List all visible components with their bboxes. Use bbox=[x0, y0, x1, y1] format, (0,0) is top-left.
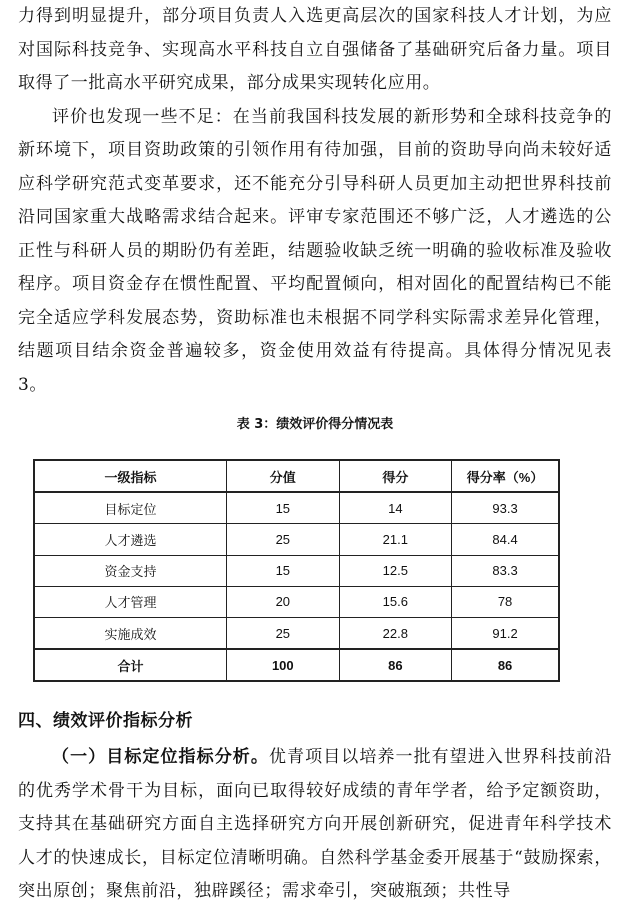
paragraph-shortcomings: 评价也发现一些不足：在当前我国科技发展的新形势和全球科技竞争的新环境下，项目资助政策的引领作用有待加强，目前的资助导向尚未较好适应科学研究范式变革要求，还不能充分引导科研人员更加主动把世界科技前沿同国家重大战略需求结合起来。评审专家范围还不够广泛，人才遴选的公正性与科研人员的期盼仍有差距，结题验收缺乏统一明确的验收标准及验收程序。项目资金存在惯性配置、平均配置倾向，相对固化的配置结构已不能完全适应学科发展态势，资助标准也未根据不同学科实际需求差异化管理，结题项目结余资金普遍较多，资金使用效益有待提高。具体得分情况见表 3。 bbox=[18, 106, 612, 395]
cell-score: 12.5 bbox=[339, 555, 452, 586]
total-score: 86 bbox=[339, 649, 452, 681]
header-indicator: 一级指标 bbox=[34, 460, 227, 492]
table-row bbox=[34, 524, 559, 555]
subsection-lead: （一）目标定位指标分析。 bbox=[52, 747, 269, 767]
table-caption: 表 3：绩效评价得分情况表 bbox=[236, 417, 394, 432]
table-total-row bbox=[34, 649, 559, 681]
subsection-block bbox=[18, 741, 612, 909]
cell-indicator: 目标定位 bbox=[34, 492, 227, 524]
table-row bbox=[34, 492, 559, 524]
cell-indicator: 人才管理 bbox=[34, 586, 227, 617]
total-label: 合计 bbox=[34, 649, 227, 681]
cell-rate: 84.4 bbox=[452, 524, 559, 555]
header-score: 得分 bbox=[339, 460, 452, 492]
paragraph-continuation: 力得到明显提升，部分项目负责人入选更高层次的国家科技人才计划，为应对国际科技竞争、实现高水平科技自立自强储备了基础研究后备力量。项目取得了一批高水平研究成果，部分成果实现转化应用。 bbox=[18, 6, 612, 93]
cell-indicator: 人才遴选 bbox=[34, 524, 227, 555]
section-heading: 四、绩效评价指标分析 bbox=[18, 711, 193, 731]
cell-weight: 20 bbox=[227, 586, 340, 617]
cell-score: 21.1 bbox=[339, 524, 452, 555]
cell-score: 14 bbox=[339, 492, 452, 524]
total-rate: 86 bbox=[452, 649, 559, 681]
table-row bbox=[34, 617, 559, 649]
cell-rate: 83.3 bbox=[452, 555, 559, 586]
cell-rate: 78 bbox=[452, 586, 559, 617]
header-weight: 分值 bbox=[227, 460, 340, 492]
table-row bbox=[34, 555, 559, 586]
subsection-text: 优青项目以培养一批有望进入世界科技前沿的优秀学术骨干为目标，面向已取得较好成绩的青年学者，给予定额资助，支持其在基础研究方面自主选择研究方向开展创新研究，促进青年科学技术人才的快速成长，目标定位清晰明确。自然科学基金委开展基于“鼓励探索，突出原创；聚焦前沿，独辟蹊径；需求牵引，突破瓶颈；共性导 bbox=[18, 747, 613, 901]
cell-score: 22.8 bbox=[339, 617, 452, 649]
document-page bbox=[18, 0, 612, 438]
total-weight: 100 bbox=[227, 649, 340, 681]
table-header-row bbox=[34, 460, 559, 492]
table-row bbox=[34, 586, 559, 617]
cell-weight: 25 bbox=[227, 617, 340, 649]
cell-weight: 15 bbox=[227, 555, 340, 586]
score-table bbox=[33, 459, 560, 682]
cell-indicator: 实施成效 bbox=[34, 617, 227, 649]
cell-weight: 25 bbox=[227, 524, 340, 555]
cell-indicator: 资金支持 bbox=[34, 555, 227, 586]
cell-rate: 91.2 bbox=[452, 617, 559, 649]
cell-rate: 93.3 bbox=[452, 492, 559, 524]
subsection-paragraph bbox=[18, 741, 612, 909]
header-rate: 得分率（%） bbox=[452, 460, 559, 492]
cell-score: 15.6 bbox=[339, 586, 452, 617]
cell-weight: 15 bbox=[227, 492, 340, 524]
